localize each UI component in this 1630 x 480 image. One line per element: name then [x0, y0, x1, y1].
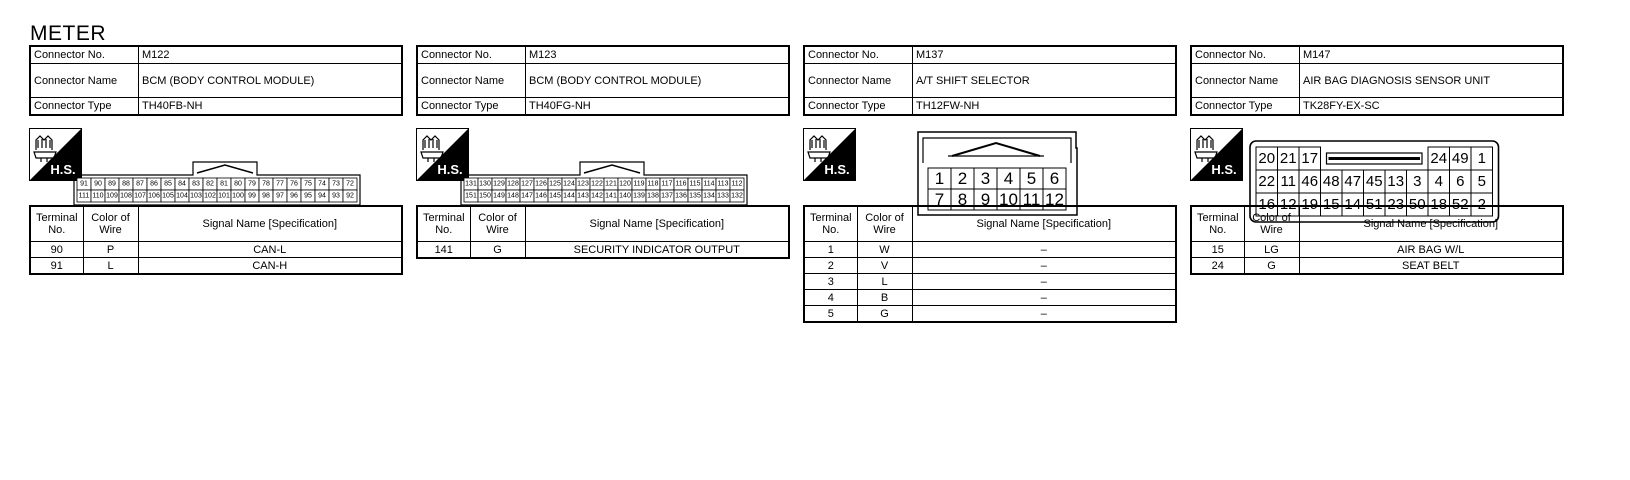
connector-info-table — [29, 45, 403, 116]
pin-label: 108 — [120, 192, 132, 200]
signal-name-cell: – — [912, 290, 1176, 306]
connector-info-table — [803, 45, 1177, 116]
terminal-no-cell: 15 — [1191, 242, 1244, 258]
signal-name-cell: SEAT BELT — [1299, 258, 1563, 275]
connector-type-value: TH40FB-NH — [139, 98, 403, 116]
pin-label: 88 — [122, 180, 130, 188]
connector-info-table — [416, 45, 790, 116]
terminal-no-cell: 3 — [804, 274, 857, 290]
terminal-row — [804, 290, 1176, 306]
connector-type-label: Connector Type — [417, 98, 526, 116]
connector-name-value: AIR BAG DIAGNOSIS SENSOR UNIT — [1300, 64, 1564, 98]
pin-label: 81 — [220, 180, 228, 188]
terminal-no-header: Terminal No. — [417, 206, 470, 242]
pin-label: 50 — [1408, 196, 1426, 213]
pin-label: 113 — [717, 180, 729, 188]
connector-type-value: TK28FY-EX-SC — [1300, 98, 1564, 116]
pin-label: 138 — [647, 192, 659, 200]
wire-color-header: Color of Wire — [857, 206, 912, 242]
wire-color-header: Color of Wire — [83, 206, 138, 242]
signal-name-cell: – — [912, 242, 1176, 258]
pin-label: 123 — [577, 180, 589, 188]
pin-label: 2 — [957, 169, 968, 188]
terminal-row — [30, 258, 402, 275]
pin-label: 10 — [999, 190, 1018, 209]
wire-color-cell: B — [857, 290, 912, 306]
wire-color-cell: W — [857, 242, 912, 258]
terminal-no-cell: 141 — [417, 242, 470, 259]
pin-label: 12 — [1279, 196, 1297, 213]
hs-label: H.S. — [50, 162, 76, 177]
wire-color-cell: G — [1244, 258, 1299, 275]
signal-name-cell: CAN-L — [138, 242, 402, 258]
terminal-no-cell: 2 — [804, 258, 857, 274]
signal-name-cell: AIR BAG W/L — [1299, 242, 1563, 258]
pin-label: 9 — [980, 190, 991, 209]
pin-label: 76 — [290, 180, 298, 188]
connector-no-value: M122 — [139, 46, 403, 64]
pin-label: 91 — [80, 180, 88, 188]
pin-label: 72 — [346, 180, 354, 188]
pin-label: 49 — [1451, 150, 1469, 167]
signal-name-header: Signal Name [Specification] — [1299, 206, 1563, 242]
pin-label: 77 — [276, 180, 284, 188]
pin-label: 148 — [507, 192, 519, 200]
pin-label: 80 — [234, 180, 242, 188]
pin-label: 140 — [619, 192, 631, 200]
pin-label: 147 — [521, 192, 533, 200]
pin-label: 129 — [493, 180, 505, 188]
pin-label: 121 — [605, 180, 617, 188]
pin-label: 141 — [605, 192, 617, 200]
pin-label: 4 — [1003, 169, 1014, 188]
terminal-row — [804, 242, 1176, 258]
pin-label: 143 — [577, 192, 589, 200]
terminal-no-header: Terminal No. — [1191, 206, 1244, 242]
pin-label: 136 — [675, 192, 687, 200]
pin-label: 6 — [1049, 169, 1060, 188]
pin-label: 144 — [563, 192, 575, 200]
pin-label: 74 — [318, 180, 326, 188]
pin-label: 122 — [591, 180, 603, 188]
pin-label: 137 — [661, 192, 673, 200]
pin-label: 75 — [304, 180, 312, 188]
wire-color-cell: G — [857, 306, 912, 323]
terminal-row — [804, 274, 1176, 290]
pin-label: 8 — [957, 190, 968, 209]
pin-label: 11 — [1022, 190, 1041, 209]
pin-label: 99 — [248, 192, 256, 200]
pin-label: 150 — [479, 192, 491, 200]
pin-label: 51 — [1365, 196, 1383, 213]
pin-label: 102 — [204, 192, 216, 200]
terminal-row — [1191, 242, 1563, 258]
pin-label: 17 — [1301, 150, 1319, 167]
pin-label: 96 — [290, 192, 298, 200]
wire-color-cell: L — [857, 274, 912, 290]
pin-label: 79 — [248, 180, 256, 188]
wire-color-cell: L — [83, 258, 138, 275]
pin-label: 120 — [619, 180, 631, 188]
pin-label: 90 — [94, 180, 102, 188]
pin-label: 7 — [934, 190, 945, 209]
connector-no-label: Connector No. — [804, 46, 913, 64]
connector-info-table — [1190, 45, 1564, 116]
terminal-no-cell: 24 — [1191, 258, 1244, 275]
wire-color-header: Color of Wire — [470, 206, 525, 242]
pin-label: 110 — [92, 192, 104, 200]
signal-name-cell: – — [912, 306, 1176, 323]
pin-label: 46 — [1301, 173, 1319, 190]
terminal-row — [804, 258, 1176, 274]
pin-label: 134 — [703, 192, 715, 200]
pin-label: 20 — [1258, 150, 1276, 167]
pin-label: 128 — [507, 180, 519, 188]
pin-label: 115 — [689, 180, 701, 188]
wire-color-cell: LG — [1244, 242, 1299, 258]
pin-label: 98 — [262, 192, 270, 200]
pin-label: 93 — [332, 192, 340, 200]
connector-name-value: A/T SHIFT SELECTOR — [913, 64, 1177, 98]
pin-label: 22 — [1258, 173, 1276, 190]
pin-label: 97 — [276, 192, 284, 200]
pin-label: 1 — [934, 169, 945, 188]
pin-label: 45 — [1365, 173, 1383, 190]
pin-label: 125 — [549, 180, 561, 188]
pin-label: 149 — [493, 192, 505, 200]
pin-label: 145 — [549, 192, 561, 200]
terminal-row — [417, 242, 789, 259]
connector-name-label: Connector Name — [804, 64, 913, 98]
terminal-row — [30, 242, 402, 258]
pin-label: 15 — [1322, 196, 1340, 213]
connector-no-label: Connector No. — [1191, 46, 1300, 64]
pin-label: 106 — [148, 192, 160, 200]
connector-no-value: M147 — [1300, 46, 1564, 64]
pin-label: 107 — [134, 192, 146, 200]
pin-label: 100 — [232, 192, 244, 200]
hs-label: H.S. — [1211, 162, 1237, 177]
pin-label: 23 — [1387, 196, 1405, 213]
hs-label: H.S. — [437, 162, 463, 177]
pin-label: 101 — [218, 192, 230, 200]
pin-label: 133 — [717, 192, 729, 200]
signal-name-header: Signal Name [Specification] — [912, 206, 1176, 242]
inner-housing — [923, 138, 1071, 163]
connector-no-value: M123 — [526, 46, 790, 64]
pin-label: 94 — [318, 192, 326, 200]
pin-label: 104 — [176, 192, 188, 200]
pin-label: 1 — [1477, 150, 1486, 167]
signal-name-cell: – — [912, 258, 1176, 274]
pin-label: 83 — [192, 180, 200, 188]
pin-label: 21 — [1279, 150, 1297, 167]
lock-tab — [952, 143, 1040, 156]
page-title: METER — [30, 22, 106, 45]
connector-no-value: M137 — [913, 46, 1177, 64]
pin-label: 118 — [647, 180, 659, 188]
wire-color-cell: G — [470, 242, 525, 259]
terminal-no-cell: 4 — [804, 290, 857, 306]
pin-label: 24 — [1430, 150, 1448, 167]
connector-type-value: TH40FG-NH — [526, 98, 790, 116]
pin-label: 86 — [150, 180, 158, 188]
terminal-no-cell: 91 — [30, 258, 83, 275]
pin-label: 131 — [465, 180, 477, 188]
terminal-table-m123 — [416, 205, 790, 259]
pin-label: 92 — [346, 192, 354, 200]
pin-label: 4 — [1434, 173, 1443, 190]
pin-label: 117 — [661, 180, 673, 188]
signal-name-header: Signal Name [Specification] — [138, 206, 402, 242]
pin-label: 130 — [479, 180, 491, 188]
connector-name-value: BCM (BODY CONTROL MODULE) — [139, 64, 403, 98]
pin-label: 85 — [164, 180, 172, 188]
pin-label: 124 — [563, 180, 575, 188]
pin-label: 109 — [106, 192, 118, 200]
connector-name-label: Connector Name — [1191, 64, 1300, 98]
pin-label: 5 — [1477, 173, 1486, 190]
pin-label: 12 — [1045, 190, 1064, 209]
terminal-row — [1191, 258, 1563, 275]
lock-tab — [584, 165, 640, 173]
wire-color-cell: V — [857, 258, 912, 274]
signal-name-cell: SECURITY INDICATOR OUTPUT — [525, 242, 789, 259]
signal-name-cell: CAN-H — [138, 258, 402, 275]
pin-label: 18 — [1430, 196, 1448, 213]
pin-label: 78 — [262, 180, 270, 188]
wire-color-cell: P — [83, 242, 138, 258]
pin-label: 2 — [1477, 196, 1486, 213]
pin-label: 139 — [633, 192, 645, 200]
terminal-no-cell: 90 — [30, 242, 83, 258]
pin-label: 95 — [304, 192, 312, 200]
pin-label: 142 — [591, 192, 603, 200]
pin-label: 84 — [178, 180, 186, 188]
pin-label: 13 — [1387, 173, 1405, 190]
terminal-no-header: Terminal No. — [804, 206, 857, 242]
connector-no-label: Connector No. — [417, 46, 526, 64]
pin-label: 47 — [1344, 173, 1362, 190]
connector-type-label: Connector Type — [30, 98, 139, 116]
terminal-table-m147 — [1190, 205, 1564, 275]
pin-label: 112 — [731, 180, 743, 188]
terminal-no-cell: 1 — [804, 242, 857, 258]
pin-label: 52 — [1451, 196, 1469, 213]
signal-name-header: Signal Name [Specification] — [525, 206, 789, 242]
terminal-table-m137 — [803, 205, 1177, 323]
terminal-row — [804, 306, 1176, 323]
hs-label: H.S. — [824, 162, 850, 177]
wire-color-header: Color of Wire — [1244, 206, 1299, 242]
pin-label: 82 — [206, 180, 214, 188]
pin-label: 6 — [1456, 173, 1465, 190]
pin-label: 119 — [633, 180, 645, 188]
connector-type-value: TH12FW-NH — [913, 98, 1177, 116]
terminal-table-m122 — [29, 205, 403, 275]
pin-label: 14 — [1344, 196, 1362, 213]
pin-label: 87 — [136, 180, 144, 188]
pin-label: 3 — [980, 169, 991, 188]
pin-label: 132 — [731, 192, 743, 200]
pin-label: 48 — [1322, 173, 1340, 190]
terminal-no-header: Terminal No. — [30, 206, 83, 242]
pin-label: 127 — [521, 180, 533, 188]
connector-name-value: BCM (BODY CONTROL MODULE) — [526, 64, 790, 98]
pin-label: 151 — [465, 192, 477, 200]
pin-label: 73 — [332, 180, 340, 188]
terminal-no-cell: 5 — [804, 306, 857, 323]
pin-label: 5 — [1026, 169, 1037, 188]
pin-label: 3 — [1413, 173, 1422, 190]
pin-label: 126 — [535, 180, 547, 188]
pin-label: 114 — [703, 180, 715, 188]
signal-name-cell: – — [912, 274, 1176, 290]
pin-label: 146 — [535, 192, 547, 200]
pin-label: 11 — [1280, 173, 1297, 190]
connector-type-label: Connector Type — [804, 98, 913, 116]
connector-name-label: Connector Name — [417, 64, 526, 98]
pin-label: 111 — [78, 192, 90, 200]
connector-no-label: Connector No. — [30, 46, 139, 64]
pin-label: 89 — [108, 180, 116, 188]
pin-label: 135 — [689, 192, 701, 200]
pin-label: 16 — [1258, 196, 1276, 213]
connector-type-label: Connector Type — [1191, 98, 1300, 116]
pin-label: 105 — [162, 192, 174, 200]
pin-label: 19 — [1301, 196, 1319, 213]
pin-label: 103 — [190, 192, 202, 200]
connector-name-label: Connector Name — [30, 64, 139, 98]
lock-tab — [197, 165, 253, 173]
pin-label: 116 — [675, 180, 687, 188]
